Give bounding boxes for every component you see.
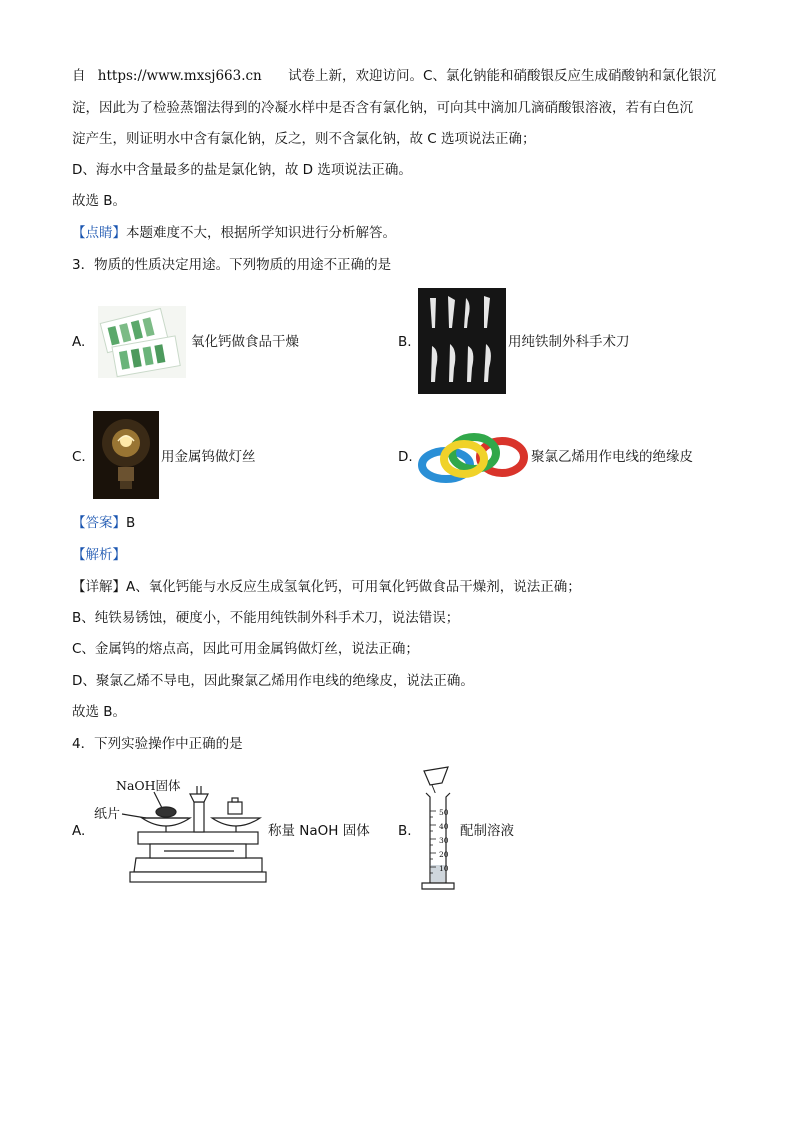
q3-detail-c: C、金属钨的熔点高，因此可用金属钨做灯丝，说法正确；: [72, 641, 419, 657]
q3-option-c-text: 用金属钨做灯丝: [161, 449, 256, 465]
tick-label-20: 20: [439, 850, 449, 859]
detail-tag: 【详解】: [72, 579, 126, 595]
tick-label-10: 10: [439, 864, 449, 873]
header-url[interactable]: https://www.mxsj663.cn: [97, 68, 262, 84]
q4-stem: 4．下列实验操作中正确的是: [72, 736, 243, 752]
tick-label-30: 30: [439, 836, 449, 845]
prev-line-2: 淀，因此为了检验蒸馏法得到的冷凝水样中是否含有氯化钠，可向其中滴加几滴硝酸银溶液，若有白色沉: [72, 100, 693, 116]
prev-comment: [72, 223, 396, 243]
prev-line-3: 淀产生，则证明水中含有氯化钠，反之，则不含氯化钠，故 C 选项说法正确；: [72, 131, 536, 147]
q3-option-c-letter: C.: [72, 449, 86, 465]
q4-option-b-text: 配制溶液: [460, 823, 514, 839]
q3-analysis-tag: 【解析】: [72, 547, 126, 563]
q3-answer: [72, 513, 135, 533]
q3-conclusion: 故选 B。: [72, 704, 127, 720]
scalpel-blades-image: [418, 288, 506, 394]
q3-option-a-text: 氧化钙做食品干燥: [191, 334, 299, 350]
tick-label-50: 50: [439, 808, 449, 817]
q3-detail-d: D、聚氯乙烯不导电，因此聚氯乙烯用作电线的绝缘皮，说法正确。: [72, 673, 474, 689]
q4-option-b-letter: B.: [398, 823, 412, 839]
tick-label-40: 40: [439, 822, 449, 831]
answer-tag: 【答案】: [72, 515, 126, 531]
prev-line-4: D、海水中含量最多的盐是氯化钠，故 D 选项说法正确。: [72, 162, 412, 178]
q3-option-a-letter: A.: [72, 334, 86, 350]
light-bulb-image: [93, 411, 159, 499]
electric-wire-coils-image: [418, 429, 530, 483]
q4-option-a-text: 称量 NaOH 固体: [268, 823, 370, 839]
q3-option-d-letter: D.: [398, 449, 413, 465]
q3-option-b-text: 用纯铁制外科手术刀: [508, 334, 630, 350]
desiccant-packets-image: [98, 306, 186, 378]
header-prefix: 自: [72, 68, 86, 84]
q3-detail-b: B、纯铁易锈蚀，硬度小，不能用纯铁制外科手术刀，说法错误；: [72, 610, 460, 626]
header-line: [72, 66, 716, 86]
q3-option-b-letter: B.: [398, 334, 412, 350]
q4-option-a-letter: A.: [72, 823, 86, 839]
comment-tag: 【点睛】: [72, 225, 126, 241]
answer-value: B: [126, 515, 136, 531]
header-tail: 试卷上新，欢迎访问。C、氯化钠能和硝酸银反应生成硝酸钠和氯化银沉: [288, 68, 716, 84]
q3-detail-a: [72, 577, 581, 597]
q3-option-d-text: 聚氯乙烯用作电线的绝缘皮: [531, 449, 693, 465]
cylinder-tick-labels: [439, 806, 449, 876]
comment-text: 本题难度不大，根据所学知识进行分析解答。: [126, 225, 396, 241]
q3-stem: 3．物质的性质决定用途。下列物质的用途不正确的是: [72, 257, 392, 273]
detail-a-text: A、氧化钙能与水反应生成氢氧化钙，可用氧化钙做食品干燥剂，说法正确；: [126, 579, 581, 595]
balance-paper-label: 纸片: [94, 807, 121, 822]
prev-conclusion: 故选 B。: [72, 193, 127, 209]
balance-solid-label: NaOH固体: [116, 778, 181, 793]
